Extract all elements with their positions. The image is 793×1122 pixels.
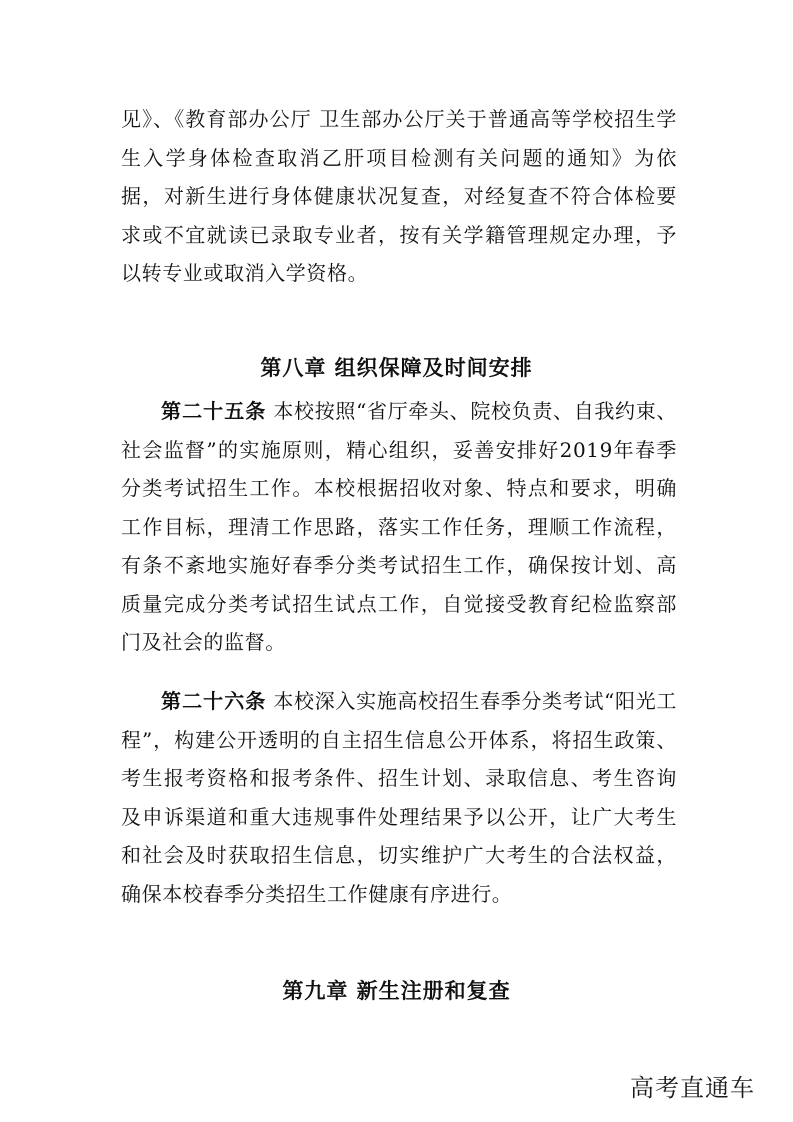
watermark-logo: 高考直通车 <box>630 1074 755 1102</box>
article-26-label: 第二十六条 <box>161 689 267 713</box>
chapter-9-title: 第九章 新生注册和复查 <box>282 979 511 1003</box>
article-26-paragraph <box>121 682 677 913</box>
intro-paragraph: 见》、《教育部办公厅 卫生部办公厅关于普通高等学校招生学生入学身体检查取消乙肝项目检测有关问题的通知》为依据，对新生进行身体健康状况复查，对经复查不符合体检要求或不宜就读已录取专业者，按有关学籍管理规定办理，予以转专业或取消入学资格。 <box>121 107 677 285</box>
article-26-text: 本校深入实施高校招生春季分类考试“阳光工程”，构建公开透明的自主招生信息公开体系，将招生政策、考生报考资格和报考条件、招生计划、录取信息、考生咨询及申诉渠道和重大违规事件处理结果予以公开，让广大考生和社会及时获取招生信息，切实维护广大考生的合法权益，确保本校春季分类招生工作健康有序进行。 <box>121 689 677 906</box>
article-25-label: 第二十五条 <box>161 399 267 423</box>
chapter-8-title: 第八章 组织保障及时间安排 <box>260 356 533 380</box>
article-25-paragraph <box>121 392 677 662</box>
article-25-text: 本校按照“省厅牵头、院校负责、自我约束、社会监督”的实施原则，精心组织，妥善安排好2019年春季分类考试招生工作。本校根据招收对象、特点和要求，明确工作目标，理清工作思路，落实工作任务，理顺工作流程，有条不紊地实施好春季分类考试招生工作，确保按计划、高质量完成分类考试招生试点工作，自觉接受教育纪检监察部门及社会的监督。 <box>121 399 677 654</box>
